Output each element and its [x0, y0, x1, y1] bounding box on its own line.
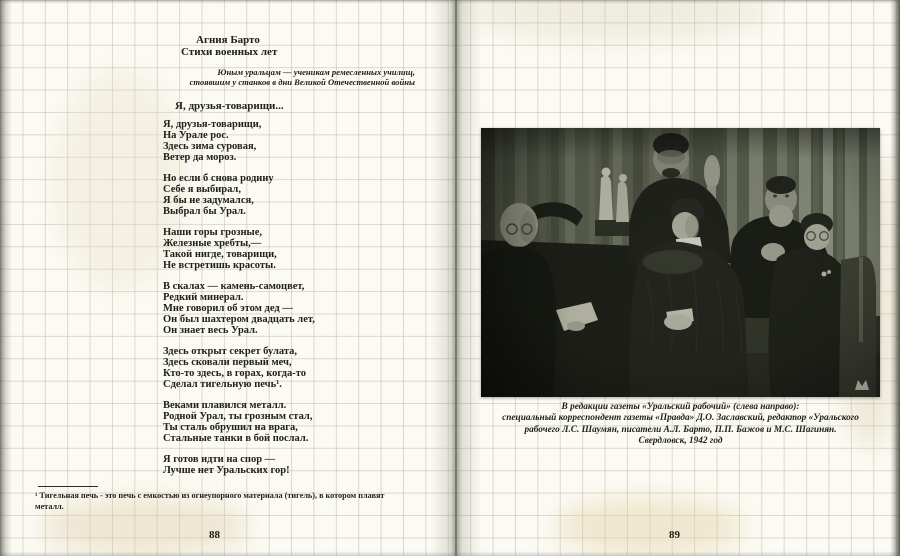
- poem-line: Но если б снова родину: [163, 173, 274, 184]
- footnote: ¹ Тигельная печь - это печь с емкостью из огнеупорного материала (тигель), в котором плавят металл.: [35, 491, 385, 511]
- scan-edge-right: [890, 0, 900, 556]
- poem-line: Здесь зима суровая,: [163, 141, 257, 152]
- poem-line: Такой нигде, товарищи,: [163, 249, 277, 260]
- section-title: Стихи военных лет: [181, 46, 278, 58]
- poem-line: Выбрал бы Урал.: [163, 206, 246, 217]
- poem-line: Я бы не задумался,: [163, 195, 254, 206]
- poem-line: Веками плавился металл.: [163, 400, 287, 411]
- book-spine-line: [455, 0, 457, 556]
- poem-line: Стальные танки в бой послал.: [163, 433, 309, 444]
- dedication-line: стоявшим у станков в дни Великой Отечественной войны: [189, 77, 415, 88]
- poem-line: Наши горы грозные,: [163, 227, 262, 238]
- poem-body: [163, 119, 315, 486]
- poem-line: Здесь открыт секрет булата,: [163, 346, 298, 357]
- poem-author: Агния Барто: [196, 34, 260, 46]
- poem-line: Сделал тигельную печь¹.: [163, 379, 282, 390]
- poem-stanza: [163, 119, 315, 163]
- photograph-illustration: [481, 128, 880, 397]
- scan-edge-bottom: [0, 551, 900, 556]
- paper-stain: [555, 498, 745, 556]
- poem-line: Не встретишь красоты.: [163, 260, 276, 271]
- poem-line: Лучше нет Уральских гор!: [163, 465, 290, 476]
- photo-caption: [481, 402, 880, 447]
- poem-title: Я, друзья-товарищи...: [175, 100, 284, 112]
- caption-line: Свердловск, 1942 год: [638, 435, 723, 446]
- poem-line: На Урале рос.: [163, 130, 229, 141]
- poem-line: Кто-то здесь, в горах, когда-то: [163, 368, 306, 379]
- poem-line: Железные хребты,—: [163, 238, 262, 249]
- poem-stanza: [163, 227, 315, 271]
- poem-line: Редкий минерал.: [163, 292, 244, 303]
- poem-line: Ты сталь обрушил на врага,: [163, 422, 298, 433]
- paper-stain: [470, 0, 770, 40]
- poem-line: Здесь сковали первый меч,: [163, 357, 292, 368]
- scan-edge-left: [0, 0, 12, 556]
- scan-edge-top: [0, 0, 900, 4]
- poem-stanza: [163, 173, 315, 217]
- poem-line: В скалах — камень-самоцвет,: [163, 281, 305, 292]
- poem-stanza: [163, 281, 315, 336]
- poem-line: Он знает весь Урал.: [163, 325, 258, 336]
- group-photograph: [481, 128, 880, 397]
- footnote-divider: [38, 486, 98, 487]
- poem-stanza: [163, 400, 315, 444]
- page-number-right: 89: [669, 529, 680, 541]
- poem-stanza: [163, 346, 315, 390]
- poem-line: Родной Урал, ты грозным стал,: [163, 411, 313, 422]
- caption-line: В редакции газеты «Уральский рабочий» (слева направо):: [561, 402, 800, 412]
- dedication-line: Юным уральцам — ученикам ремесленных училищ,: [217, 67, 415, 77]
- poem-line: Он был шахтером двадцать лет,: [163, 314, 315, 325]
- poem-line: Я готов идти на спор —: [163, 454, 276, 465]
- poem-stanza: [163, 454, 315, 476]
- poem-line: Ветер да мороз.: [163, 152, 237, 163]
- poem-line: Я, друзья-товарищи,: [163, 119, 262, 130]
- dedication: [112, 67, 415, 88]
- poem-line: Себе я выбирал,: [163, 184, 241, 195]
- caption-line: специальный корреспондент газеты «Правда» Д.О. Заславский, редактор «Уральского: [502, 413, 859, 424]
- poem-line: Мне говорил об этом дед —: [163, 303, 293, 314]
- page-number-left: 88: [209, 529, 220, 541]
- caption-line: рабочего Л.С. Шаумян, писатели А.Л. Барто, П.П. Бажов и М.С. Шагинян.: [524, 424, 837, 435]
